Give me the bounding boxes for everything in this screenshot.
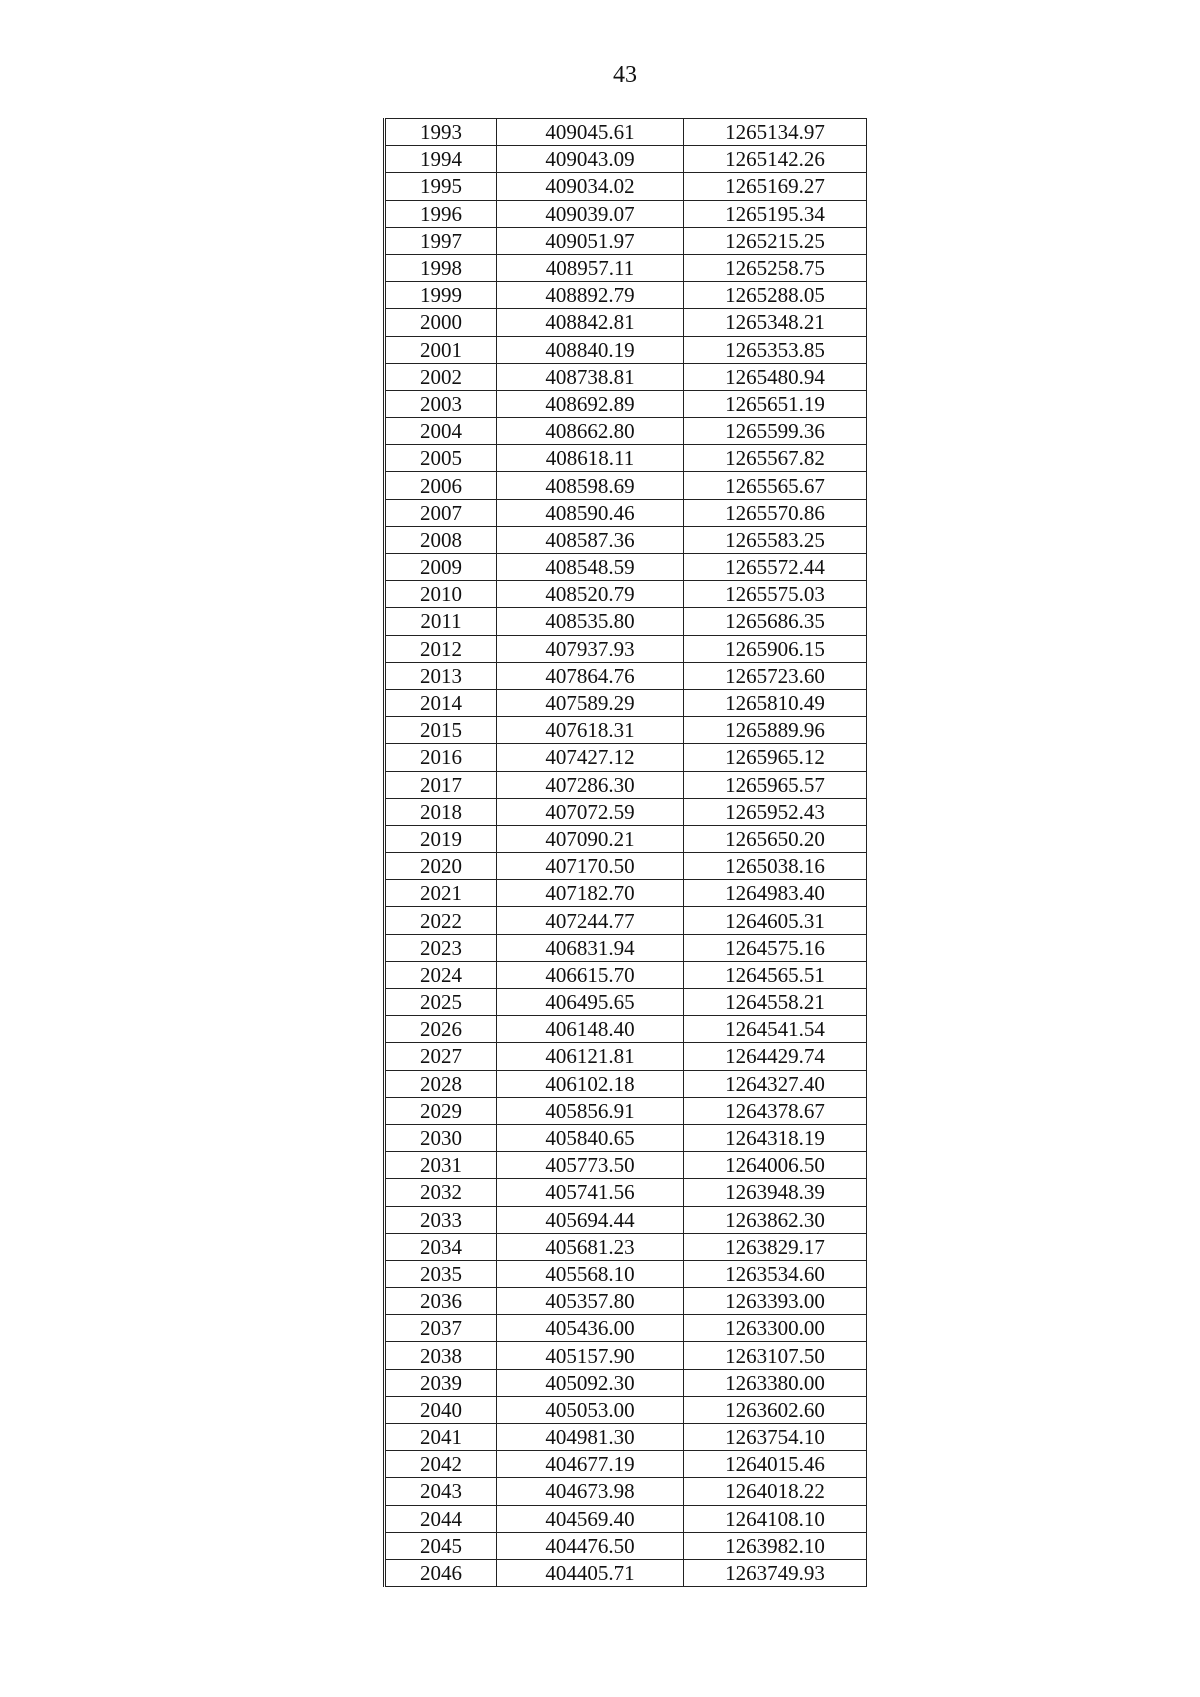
point-number-cell: 2024 [385,961,497,988]
table-row [385,825,867,852]
point-number-cell: 2042 [385,1451,497,1478]
point-number-cell: 2003 [385,390,497,417]
y-coordinate-cell: 1263534.60 [684,1260,867,1287]
x-coordinate-cell: 408520.79 [497,581,684,608]
y-coordinate-cell: 1265570.86 [684,499,867,526]
point-number-cell: 2012 [385,635,497,662]
table-row [385,1396,867,1423]
y-coordinate-cell: 1265038.16 [684,853,867,880]
x-coordinate-cell: 407170.50 [497,853,684,880]
table-row [385,1342,867,1369]
table-row [385,989,867,1016]
y-coordinate-cell: 1264565.51 [684,961,867,988]
point-number-cell: 2009 [385,554,497,581]
x-coordinate-cell: 409039.07 [497,200,684,227]
x-coordinate-cell: 408892.79 [497,282,684,309]
point-number-cell: 2011 [385,608,497,635]
table-row [385,961,867,988]
x-coordinate-cell: 405840.65 [497,1124,684,1151]
point-number-cell: 2021 [385,880,497,907]
x-coordinate-cell: 408587.36 [497,526,684,553]
x-coordinate-cell: 406121.81 [497,1043,684,1070]
y-coordinate-cell: 1264541.54 [684,1016,867,1043]
table-row [385,1097,867,1124]
point-number-cell: 2014 [385,689,497,716]
x-coordinate-cell: 404673.98 [497,1478,684,1505]
y-coordinate-cell: 1265169.27 [684,173,867,200]
y-coordinate-cell: 1265353.85 [684,336,867,363]
table-row [385,1043,867,1070]
x-coordinate-cell: 406148.40 [497,1016,684,1043]
table-row [385,1451,867,1478]
y-coordinate-cell: 1265599.36 [684,418,867,445]
y-coordinate-cell: 1265952.43 [684,798,867,825]
x-coordinate-cell: 408548.59 [497,554,684,581]
x-coordinate-cell: 409051.97 [497,227,684,254]
x-coordinate-cell: 407937.93 [497,635,684,662]
point-number-cell: 1999 [385,282,497,309]
point-number-cell: 2028 [385,1070,497,1097]
x-coordinate-cell: 407090.21 [497,825,684,852]
x-coordinate-cell: 407427.12 [497,744,684,771]
y-coordinate-cell: 1265288.05 [684,282,867,309]
x-coordinate-cell: 406102.18 [497,1070,684,1097]
x-coordinate-cell: 405357.80 [497,1288,684,1315]
point-number-cell: 2045 [385,1532,497,1559]
point-number-cell: 2005 [385,445,497,472]
x-coordinate-cell: 406495.65 [497,989,684,1016]
x-coordinate-cell: 405436.00 [497,1315,684,1342]
table-row [385,771,867,798]
point-number-cell: 2029 [385,1097,497,1124]
point-number-cell: 2034 [385,1233,497,1260]
table-row [385,227,867,254]
x-coordinate-cell: 405681.23 [497,1233,684,1260]
table-row [385,146,867,173]
table-row [385,1260,867,1287]
point-number-cell: 2013 [385,662,497,689]
x-coordinate-cell: 407618.31 [497,717,684,744]
table-row [385,662,867,689]
y-coordinate-cell: 1264108.10 [684,1505,867,1532]
y-coordinate-cell: 1265565.67 [684,472,867,499]
table-row [385,1206,867,1233]
point-number-cell: 1993 [385,119,497,146]
table-row [385,1233,867,1260]
y-coordinate-cell: 1263300.00 [684,1315,867,1342]
x-coordinate-cell: 404569.40 [497,1505,684,1532]
point-number-cell: 1995 [385,173,497,200]
coordinates-table-body [385,119,867,1587]
x-coordinate-cell: 408598.69 [497,472,684,499]
y-coordinate-cell: 1265480.94 [684,363,867,390]
y-coordinate-cell: 1264429.74 [684,1043,867,1070]
point-number-cell: 2006 [385,472,497,499]
table-row [385,907,867,934]
y-coordinate-cell: 1265195.34 [684,200,867,227]
table-row [385,934,867,961]
y-coordinate-cell: 1264558.21 [684,989,867,1016]
x-coordinate-cell: 404476.50 [497,1532,684,1559]
x-coordinate-cell: 404677.19 [497,1451,684,1478]
table-row [385,1124,867,1151]
table-row [385,581,867,608]
y-coordinate-cell: 1263380.00 [684,1369,867,1396]
point-number-cell: 2039 [385,1369,497,1396]
x-coordinate-cell: 405157.90 [497,1342,684,1369]
y-coordinate-cell: 1265965.57 [684,771,867,798]
table-row [385,689,867,716]
x-coordinate-cell: 408692.89 [497,390,684,417]
point-number-cell: 2000 [385,309,497,336]
point-number-cell: 2002 [385,363,497,390]
point-number-cell: 2044 [385,1505,497,1532]
point-number-cell: 1994 [385,146,497,173]
y-coordinate-cell: 1265348.21 [684,309,867,336]
point-number-cell: 2027 [385,1043,497,1070]
table-row [385,472,867,499]
point-number-cell: 2032 [385,1179,497,1206]
point-number-cell: 2017 [385,771,497,798]
table-row [385,119,867,146]
x-coordinate-cell: 407244.77 [497,907,684,934]
point-number-cell: 2018 [385,798,497,825]
table-row [385,336,867,363]
y-coordinate-cell: 1264006.50 [684,1152,867,1179]
table-row [385,173,867,200]
x-coordinate-cell: 408618.11 [497,445,684,472]
y-coordinate-cell: 1263749.93 [684,1559,867,1586]
table-row [385,200,867,227]
point-number-cell: 2046 [385,1559,497,1586]
x-coordinate-cell: 407286.30 [497,771,684,798]
y-coordinate-cell: 1265723.60 [684,662,867,689]
table-row [385,608,867,635]
table-row [385,554,867,581]
x-coordinate-cell: 405053.00 [497,1396,684,1423]
y-coordinate-cell: 1265686.35 [684,608,867,635]
table-row [385,1152,867,1179]
x-coordinate-cell: 409043.09 [497,146,684,173]
y-coordinate-cell: 1264015.46 [684,1451,867,1478]
point-number-cell: 2033 [385,1206,497,1233]
x-coordinate-cell: 407589.29 [497,689,684,716]
y-coordinate-cell: 1264378.67 [684,1097,867,1124]
point-number-cell: 2035 [385,1260,497,1287]
x-coordinate-cell: 408535.80 [497,608,684,635]
x-coordinate-cell: 406615.70 [497,961,684,988]
y-coordinate-cell: 1264318.19 [684,1124,867,1151]
point-number-cell: 2025 [385,989,497,1016]
point-number-cell: 2038 [385,1342,497,1369]
y-coordinate-cell: 1265810.49 [684,689,867,716]
point-number-cell: 2040 [385,1396,497,1423]
table-row [385,1559,867,1586]
table-row [385,418,867,445]
point-number-cell: 2010 [385,581,497,608]
y-coordinate-cell: 1264605.31 [684,907,867,934]
x-coordinate-cell: 408662.80 [497,418,684,445]
y-coordinate-cell: 1265583.25 [684,526,867,553]
y-coordinate-cell: 1264575.16 [684,934,867,961]
y-coordinate-cell: 1263107.50 [684,1342,867,1369]
y-coordinate-cell: 1263393.00 [684,1288,867,1315]
table-row [385,1505,867,1532]
table-row [385,390,867,417]
point-number-cell: 2004 [385,418,497,445]
point-number-cell: 2031 [385,1152,497,1179]
table-row [385,717,867,744]
point-number-cell: 2020 [385,853,497,880]
point-number-cell: 2019 [385,825,497,852]
point-number-cell: 1997 [385,227,497,254]
table-row [385,1478,867,1505]
table-row [385,1179,867,1206]
table-row [385,499,867,526]
x-coordinate-cell: 409045.61 [497,119,684,146]
table-row [385,1288,867,1315]
x-coordinate-cell: 405694.44 [497,1206,684,1233]
y-coordinate-cell: 1263862.30 [684,1206,867,1233]
y-coordinate-cell: 1265906.15 [684,635,867,662]
table-row [385,798,867,825]
table-row [385,880,867,907]
point-number-cell: 2008 [385,526,497,553]
table-row [385,1369,867,1396]
coordinates-table [383,118,867,1587]
x-coordinate-cell: 408842.81 [497,309,684,336]
x-coordinate-cell: 405092.30 [497,1369,684,1396]
x-coordinate-cell: 405856.91 [497,1097,684,1124]
x-coordinate-cell: 408590.46 [497,499,684,526]
point-number-cell: 2022 [385,907,497,934]
y-coordinate-cell: 1264327.40 [684,1070,867,1097]
y-coordinate-cell: 1263948.39 [684,1179,867,1206]
x-coordinate-cell: 408738.81 [497,363,684,390]
y-coordinate-cell: 1265575.03 [684,581,867,608]
table-row [385,254,867,281]
point-number-cell: 2036 [385,1288,497,1315]
table-row [385,1016,867,1043]
y-coordinate-cell: 1263829.17 [684,1233,867,1260]
point-number-cell: 1996 [385,200,497,227]
y-coordinate-cell: 1265572.44 [684,554,867,581]
table-row [385,635,867,662]
table-row [385,744,867,771]
y-coordinate-cell: 1263754.10 [684,1424,867,1451]
table-row [385,1070,867,1097]
table-row [385,1424,867,1451]
y-coordinate-cell: 1263602.60 [684,1396,867,1423]
x-coordinate-cell: 409034.02 [497,173,684,200]
point-number-cell: 2030 [385,1124,497,1151]
table-row [385,853,867,880]
y-coordinate-cell: 1264018.22 [684,1478,867,1505]
point-number-cell: 2043 [385,1478,497,1505]
y-coordinate-cell: 1265215.25 [684,227,867,254]
x-coordinate-cell: 407864.76 [497,662,684,689]
x-coordinate-cell: 405773.50 [497,1152,684,1179]
x-coordinate-cell: 408840.19 [497,336,684,363]
x-coordinate-cell: 407072.59 [497,798,684,825]
point-number-cell: 2037 [385,1315,497,1342]
y-coordinate-cell: 1264983.40 [684,880,867,907]
table-row [385,282,867,309]
x-coordinate-cell: 405741.56 [497,1179,684,1206]
y-coordinate-cell: 1265651.19 [684,390,867,417]
x-coordinate-cell: 406831.94 [497,934,684,961]
y-coordinate-cell: 1265650.20 [684,825,867,852]
x-coordinate-cell: 407182.70 [497,880,684,907]
y-coordinate-cell: 1265965.12 [684,744,867,771]
x-coordinate-cell: 405568.10 [497,1260,684,1287]
x-coordinate-cell: 404981.30 [497,1424,684,1451]
page-number: 43 [613,62,637,88]
table-row [385,526,867,553]
point-number-cell: 2023 [385,934,497,961]
y-coordinate-cell: 1265889.96 [684,717,867,744]
y-coordinate-cell: 1265567.82 [684,445,867,472]
point-number-cell: 2015 [385,717,497,744]
y-coordinate-cell: 1265142.26 [684,146,867,173]
y-coordinate-cell: 1263982.10 [684,1532,867,1559]
table-row [385,1532,867,1559]
table-row [385,309,867,336]
point-number-cell: 2026 [385,1016,497,1043]
point-number-cell: 2007 [385,499,497,526]
table-row [385,363,867,390]
x-coordinate-cell: 404405.71 [497,1559,684,1586]
y-coordinate-cell: 1265134.97 [684,119,867,146]
table-row [385,445,867,472]
y-coordinate-cell: 1265258.75 [684,254,867,281]
table-row [385,1315,867,1342]
point-number-cell: 1998 [385,254,497,281]
point-number-cell: 2001 [385,336,497,363]
point-number-cell: 2016 [385,744,497,771]
x-coordinate-cell: 408957.11 [497,254,684,281]
point-number-cell: 2041 [385,1424,497,1451]
